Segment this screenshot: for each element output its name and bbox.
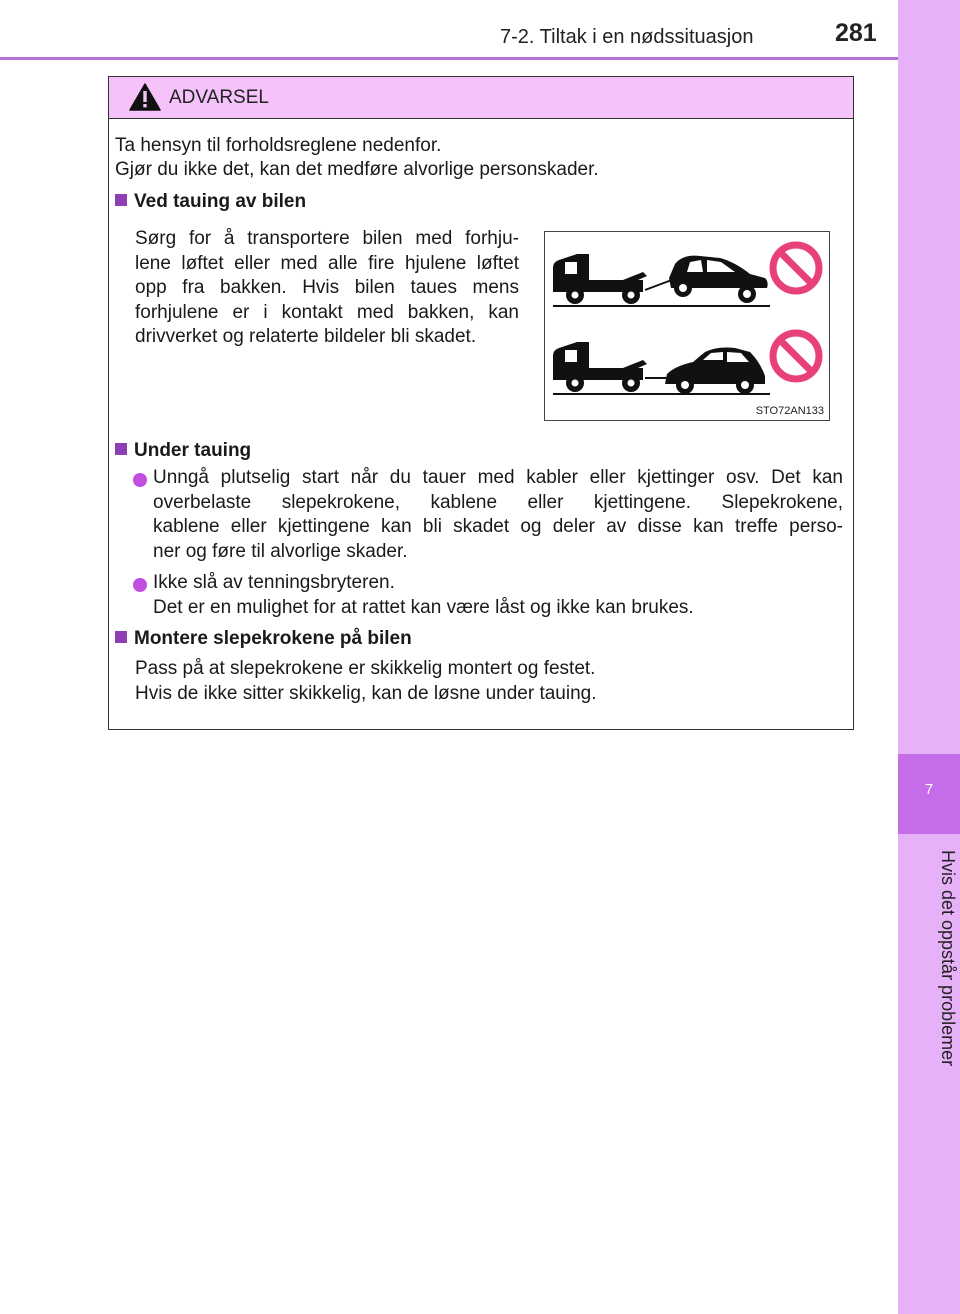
section-heading: Ved tauing av bilen: [115, 190, 306, 215]
round-bullet-icon: [133, 473, 147, 487]
section-heading: Montere slepekrokene på bilen: [115, 627, 412, 652]
warning-box: [108, 76, 854, 730]
towing-illustration: [544, 231, 830, 421]
bullet-line: overbelaste slepekrokene, kablene eller kjettingene. Slepekrokene,: [153, 491, 843, 513]
square-bullet-icon: [115, 443, 127, 455]
warning-triangle-icon: [129, 83, 161, 111]
section-body: [135, 657, 835, 706]
body-line: forhjulene er i kontakt med bakken, kan: [135, 301, 519, 323]
chapter-label: Hvis det oppstår problemer: [938, 850, 958, 1067]
chapter-number: 7: [924, 781, 934, 798]
square-bullet-icon: [115, 631, 127, 643]
bullet-item: [153, 466, 843, 564]
tow-scene-all-wheels-down: [553, 342, 770, 394]
prohibition-icon: [773, 245, 819, 291]
illustration-code: STO72AN133: [755, 405, 824, 417]
section-heading: Under tauing: [115, 439, 251, 464]
body-line: lene løftet eller med alle fire hjulene løftet: [135, 252, 519, 274]
warning-label: ADVARSEL: [169, 87, 269, 108]
bullet-line: Ikke slå av tenningsbryteren.: [153, 572, 395, 593]
intro-line: Gjør du ikke det, kan det medføre alvorlige personskader.: [115, 159, 599, 180]
section-body: [135, 227, 519, 350]
bullet-item: [153, 571, 843, 620]
body-line: Sørg for å transportere bilen med forhju-: [135, 228, 519, 249]
intro-line: Ta hensyn til forholdsreglene nedenfor.: [115, 135, 442, 156]
chapter-tab[interactable]: [898, 754, 960, 834]
bullet-line: kablene eller kjettingene kan bli skadet og deler av disse kan treffe perso-: [153, 516, 843, 537]
chapter-sidebar: [898, 0, 960, 1314]
body-line: opp fra bakken. Hvis bilen taues mens: [135, 277, 519, 298]
square-bullet-icon: [115, 194, 127, 206]
header-divider: [0, 57, 898, 60]
prohibition-icon: [773, 333, 819, 379]
tow-scene-front-wheels-down: [553, 254, 770, 306]
towing-diagram: [545, 232, 829, 420]
body-line: Pass på at slepekrokene er skikkelig montert og festet.: [135, 658, 596, 679]
body-line: drivverket og relaterte bildeler bli skadet.: [135, 326, 477, 347]
section-title: 7-2. Tiltak i en nødssituasjon: [500, 26, 754, 48]
bullet-line: ner og føre til alvorlige skader.: [153, 540, 408, 562]
bullet-line: Det er en mulighet for at rattet kan være låst og ikke kan brukes.: [153, 596, 694, 618]
round-bullet-icon: [133, 578, 147, 592]
bullet-line: Unngå plutselig start når du tauer med kabler eller kjettinger osv. Det kan: [153, 467, 843, 488]
page-number: 281: [835, 19, 877, 47]
warning-header: [109, 77, 853, 119]
body-line: Hvis de ikke sitter skikkelig, kan de løsne under tauing.: [135, 682, 597, 704]
